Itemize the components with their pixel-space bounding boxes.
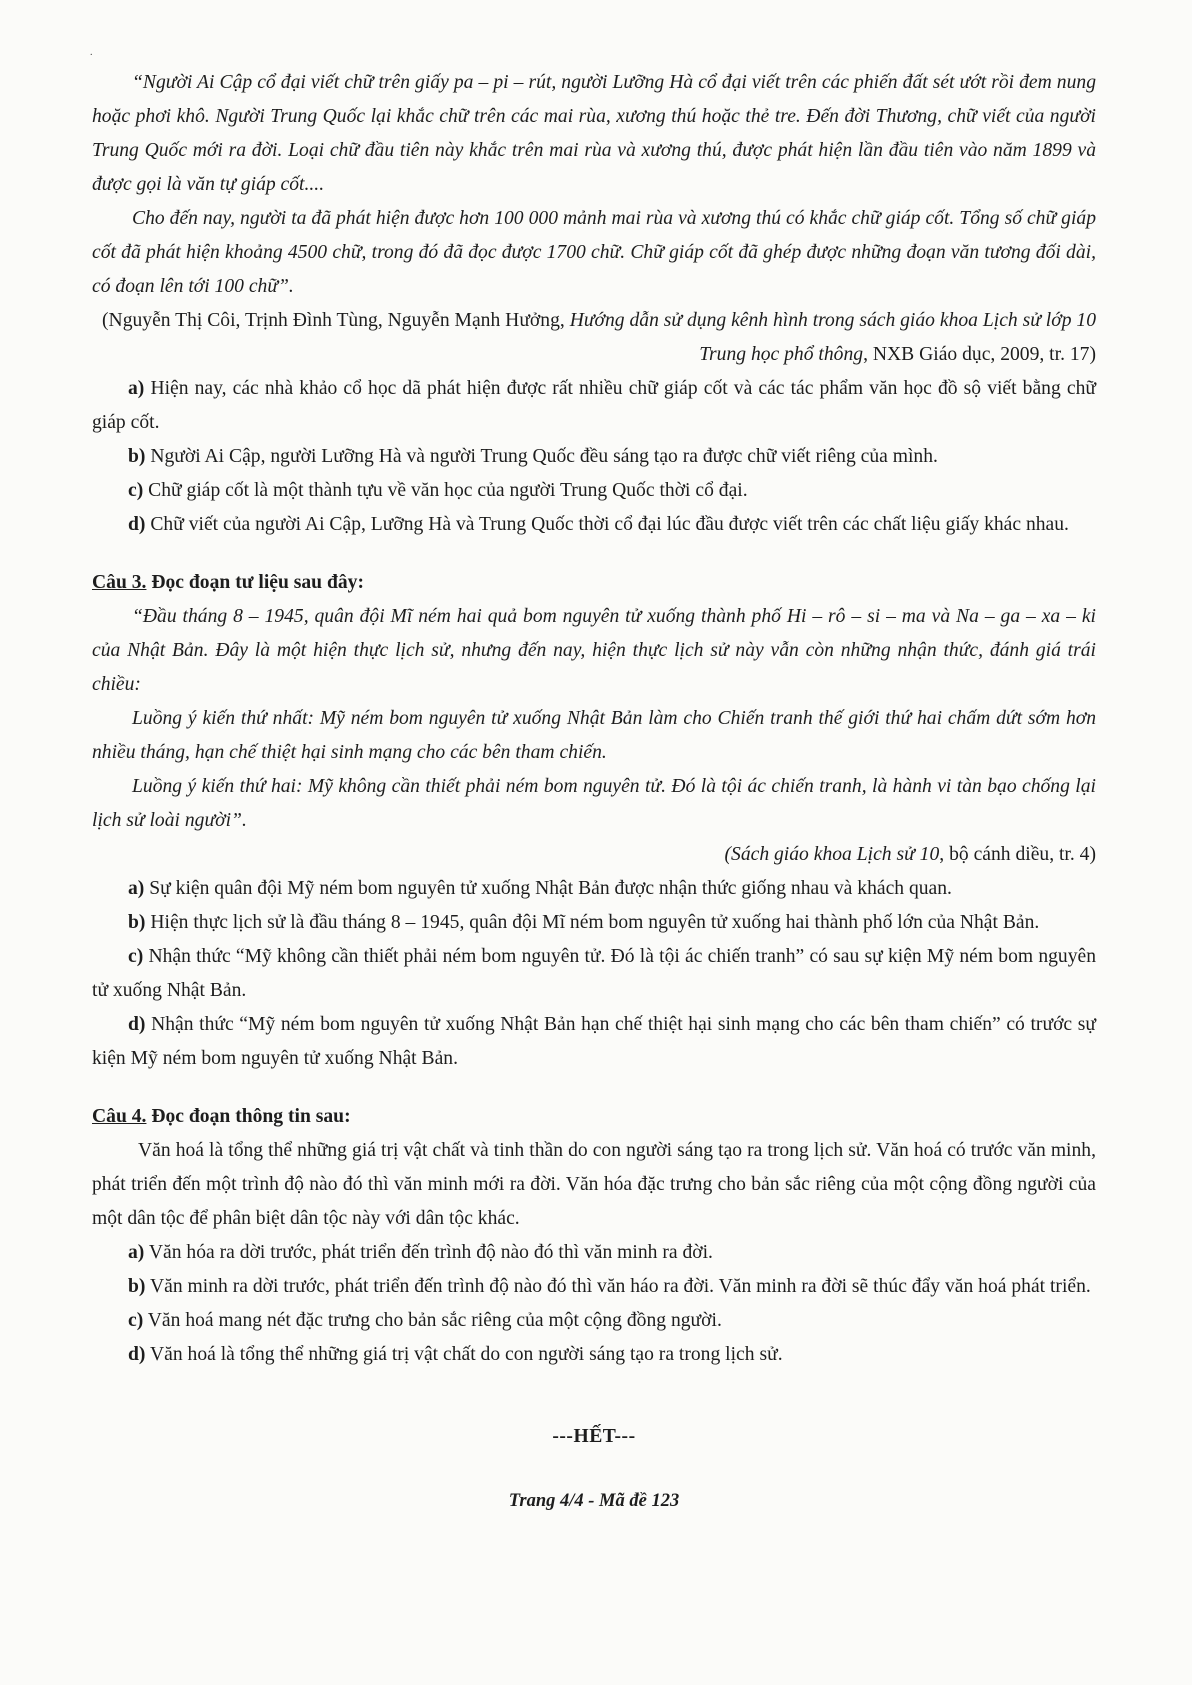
q4-options bbox=[92, 1236, 1096, 1372]
q2-option-d: d) Chữ viết của người Ai Cập, Lưỡng Hà và Trung Quốc thời cổ đại lúc đầu được viết trên các chất liệu giấy khác nhau. bbox=[128, 514, 1069, 535]
q2-citation bbox=[92, 304, 1096, 372]
q3-quote-paragraph-1: “Đầu tháng 8 – 1945, quân đội Mĩ ném hai quả bom nguyên tử xuống thành phố Hi – rô – si – ma và Na – ga – xa – ki của Nhật Bản. Đây là một hiện thực lịch sử, nhưng đến nay, hiện thực lịch sử này vẫn còn những nhận thức, đánh giá trái chiều: bbox=[92, 606, 1096, 695]
q2-option-a: a) Hiện nay, các nhà khảo cổ học dã phát hiện được rất nhiều chữ giáp cốt và các tác phẩm văn học đồ sộ viết bằng chữ giáp cốt. bbox=[92, 378, 1096, 433]
q3-quote-paragraph-2: Luồng ý kiến thứ nhất: Mỹ ném bom nguyên tử xuống Nhật Bản làm cho Chiến tranh thế giới thứ hai chấm dứt sớm hơn nhiều tháng, hạn chế thiệt hại sinh mạng cho các bên tham chiến. bbox=[92, 708, 1096, 763]
end-marker: ---HẾT--- bbox=[552, 1426, 636, 1447]
q3-option-b: b) Hiện thực lịch sử là đầu tháng 8 – 1945, quân đội Mĩ ném bom nguyên tử xuống hai thành phố lớn của Nhật Bản. bbox=[128, 912, 1040, 933]
page-footer: Trang 4/4 - Mã đề 123 bbox=[508, 1491, 680, 1511]
q3-heading-text: Đọc đoạn tư liệu sau đây: bbox=[151, 572, 364, 593]
q4-number: Câu 4. bbox=[92, 1106, 147, 1127]
q2-source-quote bbox=[92, 66, 1096, 304]
q2-citation-title: Hướng dẫn sử dụng kênh hình trong sách giáo khoa Lịch sử lớp 10 Trung học phổ thông bbox=[569, 310, 1096, 365]
q3-heading bbox=[92, 566, 1096, 600]
q3-number: Câu 3. bbox=[92, 572, 147, 593]
q4-heading bbox=[92, 1100, 1096, 1134]
q3-option-a: a) Sự kiện quân đội Mỹ ném bom nguyên tử xuống Nhật Bản được nhận thức giống nhau và khách quan. bbox=[128, 878, 952, 899]
q3-option-d: d) Nhận thức “Mỹ ném bom nguyên tử xuống Nhật Bản hạn chế thiệt hại sinh mạng cho các bên tham chiến” có trước sự kiện Mỹ ném bom nguyên tử xuống Nhật Bản. bbox=[92, 1014, 1096, 1069]
q4-option-b: b) Văn minh ra dời trước, phát triển đến trình độ nào đó thì văn háo ra đời. Văn minh ra đời sẽ thúc đẩy văn hoá phát triển. bbox=[128, 1276, 1091, 1297]
q2-citation-authors: (Nguyễn Thị Côi, Trịnh Đình Tùng, Nguyễn Mạnh Hưởng, bbox=[102, 310, 565, 331]
q2-quote-paragraph-2: Cho đến nay, người ta đã phát hiện được hơn 100 000 mảnh mai rùa và xương thú có khắc chữ giáp cốt. Tổng số chữ giáp cốt đã phát hiện khoảng 4500 chữ, trong đó đã đọc được 1700 chữ. Chữ giáp cốt đã ghép được những đoạn văn tương đối dài, có đoạn lên tới 100 chữ”. bbox=[92, 208, 1096, 297]
stray-mark: . bbox=[90, 47, 93, 58]
q3-citation bbox=[92, 838, 1096, 872]
q3-options bbox=[92, 872, 1096, 1076]
q4-option-c: c) Văn hoá mang nét đặc trưng cho bản sắc riêng của một cộng đồng người. bbox=[128, 1310, 722, 1331]
q4-option-a: a) Văn hóa ra dời trước, phát triển đến trình độ nào đó thì văn minh ra đời. bbox=[128, 1242, 713, 1263]
q3-citation-tail: , bộ cánh diều, tr. 4) bbox=[939, 844, 1096, 865]
q4-heading-text: Đọc đoạn thông tin sau: bbox=[151, 1106, 351, 1127]
q2-quote-paragraph-1: “Người Ai Cập cổ đại viết chữ trên giấy pa – pi – rút, người Lưỡng Hà cổ đại viết trên các phiến đất sét ướt rồi đem nung hoặc phơi khô. Người Trung Quốc lại khắc chữ trên các mai rùa, xương thú hoặc thẻ tre. Đến đời Thương, chữ viết của người Trung Quốc mới ra đời. Loại chữ đầu tiên này khắc trên mai rùa và xương thú, được phát hiện lần đầu tiên vào năm 1899 và được gọi là văn tự giáp cốt.... bbox=[92, 72, 1096, 195]
q3-quote-paragraph-3: Luồng ý kiến thứ hai: Mỹ không cần thiết phải ném bom nguyên tử. Đó là tội ác chiến tranh, là hành vi tàn bạo chống lại lịch sử loài người”. bbox=[92, 776, 1096, 831]
q3-citation-title: (Sách giáo khoa Lịch sử 10 bbox=[724, 844, 940, 865]
q3-option-c: c) Nhận thức “Mỹ không cần thiết phải ném bom nguyên tử. Đó là tội ác chiến tranh” có sau sự kiện Mỹ ném bom nguyên tử xuống Nhật Bản. bbox=[92, 946, 1096, 1001]
q2-option-b: b) Người Ai Cập, người Lưỡng Hà và người Trung Quốc đều sáng tạo ra được chữ viết riêng của mình. bbox=[128, 446, 938, 467]
q2-option-c: c) Chữ giáp cốt là một thành tựu về văn học của người Trung Quốc thời cổ đại. bbox=[128, 480, 748, 501]
q4-info-paragraph: Văn hoá là tổng thể những giá trị vật chất và tinh thần do con người sáng tạo ra trong lịch sử. Văn hoá có trước văn minh, phát triển đến một trình độ nào đó thì văn minh mới ra đời. Văn hóa đặc trưng cho bản sắc riêng của một cộng đồng người của một dân tộc để phân biệt dân tộc này với dân tộc khác. bbox=[92, 1140, 1096, 1229]
q2-options bbox=[92, 372, 1096, 542]
q2-citation-tail: , NXB Giáo dục, 2009, tr. 17) bbox=[863, 344, 1096, 365]
q4-option-d: d) Văn hoá là tổng thể những giá trị vật chất do con người sáng tạo ra trong lịch sử. bbox=[128, 1344, 783, 1365]
q3-source-quote bbox=[92, 600, 1096, 838]
